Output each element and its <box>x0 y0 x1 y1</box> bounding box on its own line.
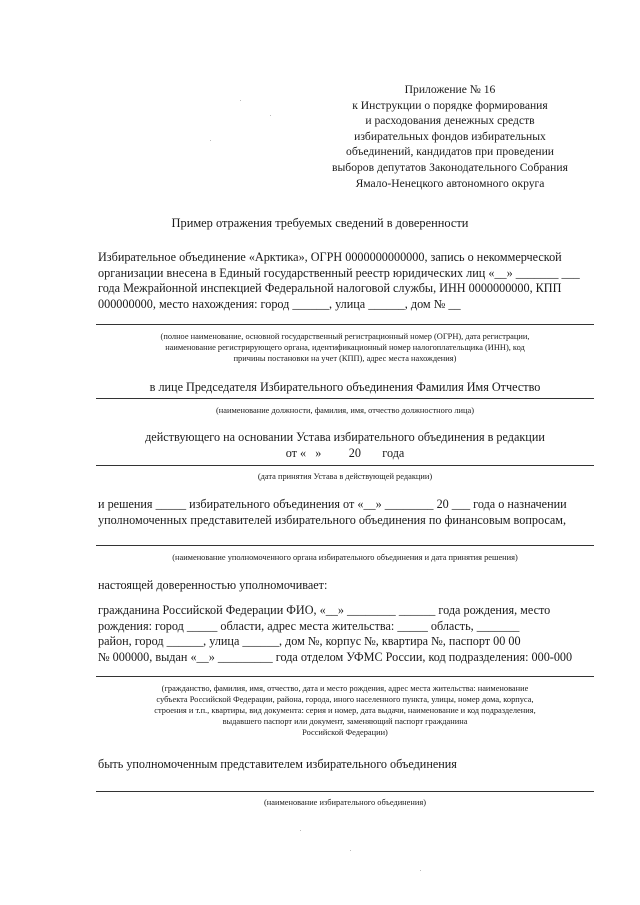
person-text: в лице Председателя Избирательного объединения Фамилия Имя Отчество <box>149 380 541 394</box>
citizen-underline <box>96 676 594 677</box>
org-underline <box>96 324 594 325</box>
scan-speck <box>240 100 241 101</box>
org-paragraph <box>98 250 592 312</box>
citizen-line: рождения: город _____ области, адрес места жительства: _____ область, _______ <box>98 618 520 633</box>
appendix-line: избирательных фондов избирательных <box>354 129 546 143</box>
appendix-header <box>300 82 600 191</box>
appendix-line: Ямало-Ненецкого автономного округа <box>355 176 545 190</box>
citizen-caption-line: (гражданство, фамилия, имя, отчество, дата и место рождения, адрес места жительства: наименование <box>161 684 529 693</box>
appendix-line: к Инструкции о порядке формирования <box>352 98 548 112</box>
org-line: 000000000, место нахождения: город ______, улица ______, дом № __ <box>98 296 461 311</box>
org-line: года Межрайонной инспекцией Федеральной налоговой службы, ИНН 0000000000, КПП <box>98 281 562 296</box>
citizen-caption-line: субъекта Российской Федерации, района, города, иного населенного пункта, улицы, номер дома, корпуса, <box>156 695 534 704</box>
org-caption-line: наименование регистрирующего органа, идентификационный номер налогоплательщика (ИНН), код <box>165 343 525 352</box>
appendix-line: Приложение № 16 <box>404 83 496 96</box>
appendix-line: объединений, кандидатов при проведении <box>346 145 554 159</box>
citizen-line: район, город ______, улица ______, дом №, корпус №, квартира №, паспорт 00 00 <box>98 634 521 649</box>
citizen-paragraph <box>98 603 592 665</box>
org-caption-line: причины постановки на учет (КПП), адрес места нахождения) <box>233 354 457 363</box>
person-underline <box>96 398 594 399</box>
representative-caption: (наименование избирательного объединения) <box>264 798 426 807</box>
scan-speck <box>350 850 351 851</box>
representative-text: быть уполномоченным представителем избирательного объединения <box>98 757 457 771</box>
document-title: Пример отражения требуемых сведений в доверенности <box>171 216 469 230</box>
citizen-line: гражданина Российской Федерации ФИО, «__» ________ ______ года рождения, место <box>98 603 551 617</box>
citizen-caption-line: строения и т.п., квартиры, вид документа: серия и номер, дата выдачи, наименование и код подразделения, <box>154 706 536 715</box>
appendix-line: и расходования денежных средств <box>365 114 535 128</box>
charter-underline <box>96 465 594 466</box>
citizen-caption-line: выдавшего паспорт или документ, заменяющий паспорт гражданина <box>222 717 468 726</box>
decision-line: и решения _____ избирательного объединения от «__» ________ 20 ___ года о назначении <box>98 497 567 511</box>
authorizes-text: настоящей доверенностью уполномочивает: <box>98 578 328 592</box>
scan-speck <box>210 140 211 141</box>
org-line: организации внесена в Единый государственный реестр юридических лиц «__» _______ ___ <box>98 265 580 280</box>
person-caption: (наименование должности, фамилия, имя, отчество должностного лица) <box>216 406 474 415</box>
charter-line-1: действующего на основании Устава избирательного объединения в редакции <box>145 430 545 444</box>
citizen-line: № 000000, выдан «__» _________ года отделом УФМС России, код подразделения: 000-000 <box>98 649 573 664</box>
representative-underline <box>96 791 594 792</box>
scan-speck <box>420 870 421 871</box>
scan-speck <box>270 115 271 116</box>
org-caption <box>96 331 594 364</box>
scan-speck <box>300 830 301 831</box>
citizen-caption-line: Российской Федерации) <box>302 728 388 737</box>
appendix-line: выборов депутатов Законодательного Собрания <box>332 160 568 174</box>
org-line: Избирательное объединение «Арктика», ОГРН 0000000000000, запись о некоммерческой <box>98 250 562 264</box>
decision-paragraph <box>98 497 592 528</box>
decision-line: уполномоченных представителей избирательного объединения по финансовым вопросам, <box>98 512 567 527</box>
charter-line-2: от « » 20 года <box>285 446 405 460</box>
citizen-caption <box>96 683 594 738</box>
decision-caption: (наименование уполномоченного органа избирательного объединения и дата принятия решения) <box>172 553 518 562</box>
decision-underline <box>96 545 594 546</box>
charter-caption: (дата принятия Устава в действующей редакции) <box>257 472 433 481</box>
org-caption-line: (полное наименование, основной государственный регистрационный номер (ОГРН), дата регистрации, <box>160 332 530 341</box>
